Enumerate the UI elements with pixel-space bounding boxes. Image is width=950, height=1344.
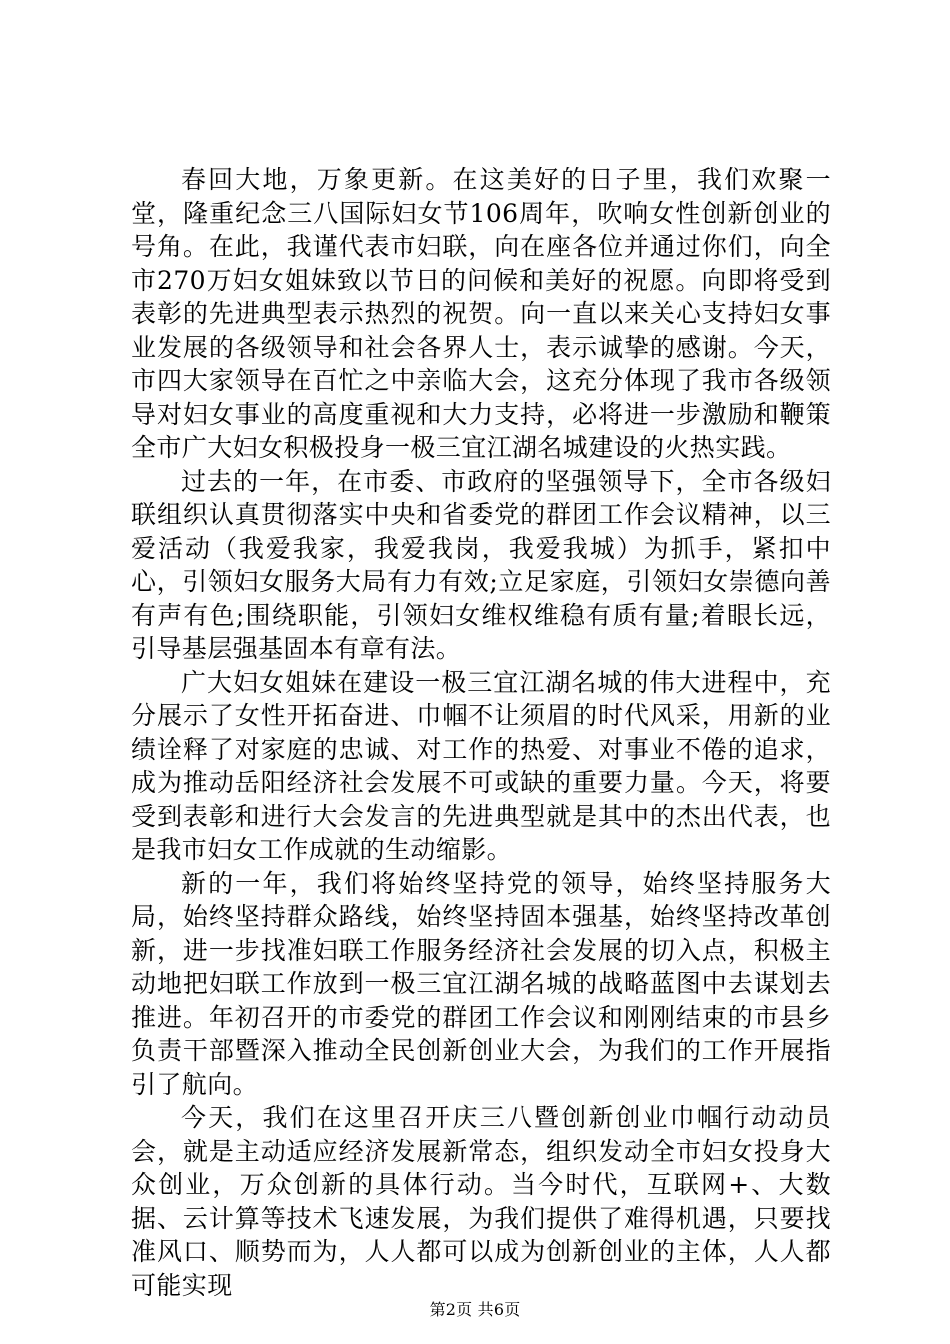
page-footer [0,1300,950,1320]
paragraph-2: 过去的一年，在市委、市政府的坚强领导下，全市各级妇联组织认真贯彻落实中央和省委党的群团工作会议精神，以三爱活动（我爱我家，我爱我岗，我爱我城）为抓手，紧扣中心，引领妇女服务大局有力有效;立足家庭，引领妇女崇德向善有声有色;围绕职能，引领妇女维权维稳有质有量;着眼长远，引导基层强基固本有章有法。 [131,466,831,663]
page-number-label: 第2页 共6页 [429,1300,521,1319]
paragraph-3: 广大妇女姐妹在建设一极三宜江湖名城的伟大进程中，充分展示了女性开拓奋进、巾帼不让须眉的时代风采，用新的业绩诠释了对家庭的忠诚、对工作的热爱、对事业不倦的追求，成为推动岳阳经济社会发展不可或缺的重要力量。今天，将要受到表彰和进行大会发言的先进典型就是其中的杰出代表，也是我市妇女工作成就的生动缩影。 [131,667,831,864]
document-body [131,163,831,1302]
paragraph-4: 新的一年，我们将始终坚持党的领导，始终坚持服务大局，始终坚持群众路线，始终坚持固本强基，始终坚持改革创新，进一步找准妇联工作服务经济社会发展的切入点，积极主动地把妇联工作放到一极三宜江湖名城的战略蓝图中去谋划去推进。年初召开的市委党的群团工作会议和刚刚结束的市县乡负责干部暨深入推动全民创新创业大会，为我们的工作开展指引了航向。 [131,868,831,1099]
paragraph-5: 今天，我们在这里召开庆三八暨创新创业巾帼行动动员会，就是主动适应经济发展新常态，组织发动全市妇女投身大众创业，万众创新的具体行动。当今时代，互联网+、大数据、云计算等技术飞速发展，为我们提供了难得机遇，只要找准风口、顺势而为，人人都可以成为创新创业的主体，人人都可能实现 [131,1103,831,1300]
paragraph-1: 春回大地，万象更新。在这美好的日子里，我们欢聚一堂，隆重纪念三八国际妇女节106周年，吹响女性创新创业的号角。在此，我谨代表市妇联，向在座各位并通过你们，向全市270万妇女姐妹致以节日的问候和美好的祝愿。向即将受到表彰的先进典型表示热烈的祝贺。向一直以来关心支持妇女事业发展的各级领导和社会各界人士，表示诚挚的感谢。今天，市四大家领导在百忙之中亲临大会，这充分体现了我市各级领导对妇女事业的高度重视和大力支持，必将进一步激励和鞭策全市广大妇女积极投身一极三宜江湖名城建设的火热实践。 [131,165,831,462]
